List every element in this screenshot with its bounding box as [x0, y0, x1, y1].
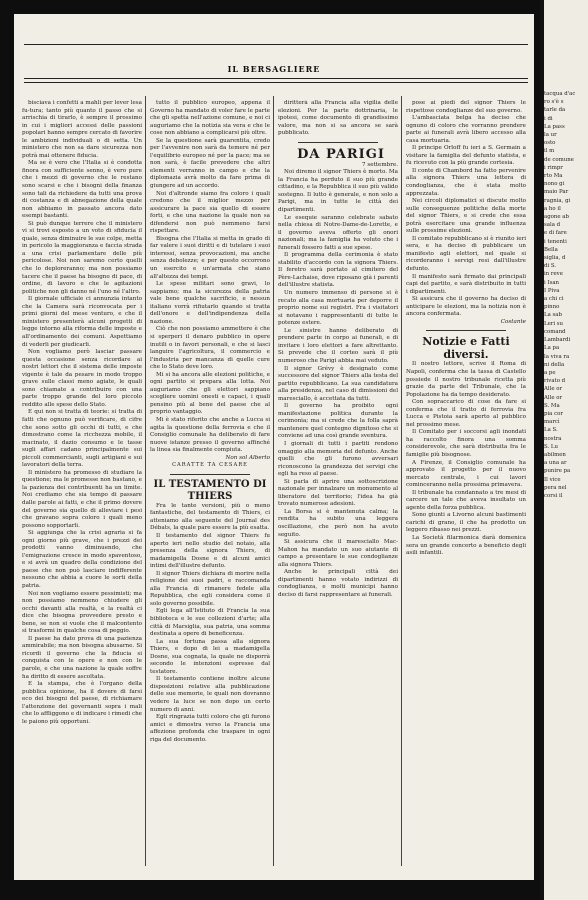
- article-paragraph: La sua fortuna passa alla signora Thiers, e dopo di lei a madamigella Dosne, sua cognata, la quale ne disporrà secondo le intenzioni espresse dal testatore.: [150, 638, 270, 675]
- strip-line: tarle da: [544, 107, 566, 114]
- article-paragraph: Si aggiunga che la crisi agraria si fa ogni giorno più grave, che i prezzi dei prodotti vanno diminuendo, che l'emigrazione cresce in modo spaventoso, e si avrà un quadro della condizione del paese che non può lasciare indifferente nessuno che abbia a cuore le sorti della patria.: [22, 530, 142, 589]
- strip-line: ni della: [544, 361, 565, 368]
- strip-line: maio Par: [544, 189, 569, 196]
- strip-line: a pe: [544, 369, 556, 376]
- column-1: [22, 100, 142, 868]
- article-paragraph: Il signor Thiers dichiara di morire nella religione dei suoi padri, e raccomanda alla Francia di rimanere fedele alla Repubblica, che egli considera come il solo governo possibile.: [150, 570, 270, 607]
- strip-line: La sab: [544, 312, 562, 319]
- newspaper-page: [14, 14, 534, 880]
- column-3: [278, 100, 398, 868]
- section-heading: Notizie e Fatti diversi.: [422, 335, 510, 362]
- strip-line: comand: [544, 328, 566, 335]
- strip-line: Alle or: [544, 394, 563, 401]
- article-paragraph: Si può dunque terrere che il ministero vi si trovi esposto a un voto di sfiducia il quale, senza diminuire le sue colpe, metta in pericolo la maggioranza e faccia strada a una crisi parlamentare delle più pericolose. Noi non saremo certo quelli che lo deploreranno; ma non possiamo tacere che il paese ha bisogno di pace, di ordine, di lavoro e che le agitazioni politiche non gli danno né l'uno né l'altro.: [22, 220, 142, 295]
- article-byline: CARATTE TA CESARE: [172, 462, 248, 469]
- strip-line: di S.: [544, 263, 557, 270]
- article-paragraph: Un numero immenso di persone si è recato alla casa mortuaria per deporre il proprio nome sui registri. Fra i visitatori si notavano i rappresentanti di tutte le potenze estere.: [278, 290, 398, 327]
- strip-line: pinno: [544, 304, 560, 311]
- strip-line: marcì: [544, 419, 560, 426]
- strip-line: de comune: [544, 156, 574, 163]
- strip-line: rto Ma: [544, 173, 563, 180]
- article-paragraph: Si parla di aprire una sottoscrizione nazionale per innalzare un monumento al liberatore del territorio; l'idea ha già trovato numerose adesioni.: [278, 478, 398, 508]
- top-rule: [24, 44, 528, 45]
- section-heading: IL TESTAMENTO DI THIERS: [153, 478, 267, 502]
- strip-line: Alle or: [544, 386, 563, 393]
- header-rule: [24, 78, 528, 79]
- section-divider: [426, 330, 506, 331]
- article-paragraph: E la stampa, che è l'organo della pubblica opinione, ha il dovere di farsi eco dei bisogni del paese, di richiamare l'attenzione dei governanti sopra i mali che lo affliggono e di indicare i rimedi che le paiono più opportuni.: [22, 681, 142, 725]
- section-divider: [170, 474, 250, 475]
- article-paragraph: Non vogliamo però lasciar passare questa occasione senza ricordare ai nostri lettori che il sistema delle imposte vigente è tale da pesare in modo troppo grave sulle classi meno agiate, le quali sono chiamate a contribuire con una parte troppo grande del loro piccolo reddito alle spese dello Stato.: [22, 349, 142, 408]
- column-separator: [401, 96, 402, 866]
- article-paragraph: Mi è stato riferito che anche a Lucca si agita la questione della ferrovia e che il Consiglio comunale ha deliberato di fare nuove istanze presso il governo affinché la linea sia finalmente compiuta.: [150, 416, 270, 454]
- article-paragraph: E qui non si tratta di teorie: si tratta di fatti che ognuno può verificare, di cifre che sono sotto gli occhi di tutti, e che dimostrano come la ricchezza mobile, il macinato, il dazio consumo e le tasse sugli affari cadano principalmente sui piccoli commercianti, sugli artigiani e sui lavoratori della terra.: [22, 409, 142, 469]
- strip-line: osto: [544, 140, 556, 147]
- article-paragraph: Il principe Orloff fu ieri a S. Germain a visitare la famiglia del defunto statista, e fu ricevuto con la più grande cortesia.: [406, 145, 526, 167]
- article-paragraph: Il testamento contiene inoltre alcune disposizioni relative alla pubblicazione delle sue memorie, le quali non dovranno vedere la luce se non dopo un certo numero di anni.: [150, 676, 270, 713]
- article-paragraph: Egli lega all'Istituto di Francia la sua biblioteca e le sue collezioni d'arte; alla città di Marsiglia, sua patria, una somma destinata a opere di beneficenza.: [150, 608, 270, 638]
- strip-line: a ho il: [544, 205, 561, 212]
- strip-line: La pa: [544, 345, 560, 352]
- header-rule-double: [24, 82, 528, 83]
- strip-line: ragnia, gi: [544, 197, 571, 204]
- strip-line: il m: [544, 148, 555, 155]
- strip-line: la viva ra: [544, 353, 570, 360]
- strip-line: agone ab: [544, 214, 569, 221]
- article-paragraph: Si assicura che il governo ha deciso di anticipare le elezioni, ma la notizia non è ancora confermata.: [406, 296, 526, 318]
- article-paragraph: pose ai piedi del signor Thiers le rispettose condoglianze del suo governo.: [406, 100, 526, 114]
- article-paragraph: Il nostro lettore, scrive il Roma di Napoli, conferma che la tassa di Castello possiede il nostro tribunale ricetta più grazie da parte del Tribunale, che la Popolazione ha da tempo desiderato.: [406, 361, 526, 398]
- dateline: 7 settembre.: [362, 161, 398, 168]
- strip-line: i rimpr: [544, 164, 563, 171]
- strip-line: nono gi: [544, 181, 565, 188]
- article-paragraph: Mi si ha ancora alle elezioni politiche, e ogni partito si prepara alla lotta. Noi auguriamo che gli elettori sappiano scegliere uomini onesti e capaci, i quali pensino più al bene del paese che al proprio vantaggio.: [150, 371, 270, 416]
- article-paragraph: Ciò che non possiamo ammettere è che si sperperi il denaro pubblico in opere inutili o in favori personali, e che si lasci languire l'agricoltura, il commercio e l'industria per mancanza di quelle cure che lo Stato deve loro.: [150, 326, 270, 371]
- article-paragraph: Noi non vogliamo essere pessimisti; ma non possiamo nemmeno chiudere gli occhi davanti alla realtà, e la realtà ci dice che bisogna provvedere presto e bene, se non si vuole che il malcontento si trasformi in qualche cosa di peggio.: [22, 590, 142, 635]
- strip-line: La pass: [544, 123, 565, 130]
- article-paragraph: Con sopraccarico di cose da fare si conferma che il tratto di ferrovia fra Lucca e Pistoia sarà aperto al pubblico nel prossimo mese.: [406, 399, 526, 428]
- article-paragraph: L'ambasciata belga ha deciso che ognuno di coloro che vorranno prendere parte ai funerali avrà libero accesso alla casa mortuaria.: [406, 115, 526, 144]
- article-paragraph: tutto il pubblico europeo, appena il Governo ha mandato di voler fare le parte che gli spetta nell'azione comune, e noi ci auguriamo che la notizia sia vera e che le cose non abbiano a complicarsi più oltre.: [150, 100, 270, 137]
- strip-line: punire pa: [544, 468, 571, 475]
- article-paragraph: Ma se è vero che l'Italia si è condotta finora con sufficiente senno, è vero pure che i mezzi di governo che le restano sono scarsi e che i bisogni della finanza sono tali da richiedere da tutti una prova di costanza e di abnegazione della quale non abbiamo in passato ancora dato esempi bastanti.: [22, 160, 142, 220]
- strip-line: ro s'è s: [544, 99, 564, 106]
- strip-line: pera nel: [544, 484, 567, 491]
- article-paragraph: Il conte di Chambord ha fatto pervenire alla signora Thiers una lettera di condoglianza, che è stata molto apprezzata.: [406, 167, 526, 197]
- strip-line: sala d: [544, 222, 561, 229]
- article-paragraph: Le esequie saranno celebrate sabato nella chiesa di Notre-Dame-de-Lorette, e il governo aveva offerto gli onori nazionali; ma la famiglia ha voluto che i funerali fossero fatti a sue spese.: [278, 214, 398, 251]
- article-paragraph: Sono giunti a Livorno alcuni bastimenti carichi di grano, il che ha prodotto un leggero ribasso nei prezzi.: [406, 512, 526, 534]
- strip-line: i tenenti: [544, 238, 567, 245]
- strip-line: Il vice: [544, 476, 561, 483]
- article-paragraph: Le spese militari sono gravi, lo sappiamo; ma la sicurezza della patria vale bene qualche sacrificio, e nessun italiano vorrà rifiutarlo quando si tratta dell'onore e dell'indipendenza della nazione.: [150, 281, 270, 325]
- article-paragraph: La Società filarmonica darà domenica sera un grande concerto a beneficio degli asili infantili.: [406, 534, 526, 557]
- article-signoff: Non sol Alberto: [225, 454, 270, 461]
- adjacent-page-text: [544, 90, 588, 500]
- strip-line: siglia, d: [544, 255, 566, 262]
- article-paragraph: Il testamento del signor Thiers fu aperto ieri nello studio del notaio, alla presenza della signora Thiers, di madamigella Dosne e di alcuni amici intimi dell'illustre defunto.: [150, 532, 270, 570]
- article-paragraph: Il giornale ufficiale ci annunzia intanto che la Camera sarà riconvocata per i primi giorni del mese venturo, e che il ministero presenterà alcuni progetti di legge intorno alla riforma delle imposte e all'ordinamento dei comuni. Aspettiamo di vederli per giudicarli.: [22, 296, 142, 348]
- article-paragraph: I giornali di tutti i partiti rendono omaggio alla memoria del defunto. Anche quelli che gli furono avversari riconoscono la grandezza dei servigi che egli ha reso al paese.: [278, 440, 398, 478]
- article-signoff: Costante: [500, 318, 526, 325]
- article-paragraph: La Borsa si è mantenuta calma; la rendita ha subito una leggera oscillazione, che però non ha avuto seguito.: [278, 508, 398, 538]
- strip-line: rivato d: [544, 378, 566, 385]
- strip-line: nostra: [544, 435, 562, 442]
- strip-line: pia cor: [544, 410, 563, 417]
- article-paragraph: Noi d'altronde siamo fra coloro i quali credono che il miglior mezzo per assicurare la pace sia quello di essere forti, e che una nazione la quale non sa difendersi non può nemmeno farsi rispettare.: [150, 190, 270, 235]
- running-title: IL BERSAGLIERE: [227, 64, 321, 74]
- column-2: [150, 100, 270, 868]
- strip-line: Bella: [544, 246, 558, 253]
- strip-line: a chi ci: [544, 296, 564, 303]
- strip-line: i Isan: [544, 279, 560, 286]
- article-paragraph: Se la questione sarà guarentita, credo per l'avvenire non sarà da temere né per l'equilibrio europeo né per la pace; ma se non sarà, è facile prevedere che altri elementi verranno in campo e che la diplomazia avrà molto da fare prima di giungere ad un accordo.: [150, 137, 270, 190]
- article-paragraph: Il programma della cerimonia è stato stabilito d'accordo con la signora Thiers. Il feretro sarà portato al cimitero del Père-Lachaise, dove riposano già i parenti dell'illustre statista.: [278, 252, 398, 289]
- strip-line: in reve: [544, 271, 563, 278]
- article-paragraph: diritterà alla Francia alla vigilia delle elezioni. Per la parte dottrinaria, le ipotesi, come documento di grandissimo valore, ma non si sa ancora se sarà pubblicato.: [278, 100, 398, 137]
- article-paragraph: A Firenze, il Consiglio comunale ha approvato il progetto per il nuovo mercato centrale, i cui lavori cominceranno nella prossima primavera.: [406, 459, 526, 489]
- article-paragraph: Il manifesto sarà firmato dai principali capi del partito, e sarà distribuito in tutti i dipartimenti.: [406, 273, 526, 295]
- article-paragraph: Fra le tante versioni, più o meno fantastiche, del testamento di Thiers, ci atteniamo alla seguente del Journal des Débats, la quale pare essere la più esatta.: [150, 502, 270, 532]
- strip-line: S. Ma: [544, 402, 560, 409]
- strip-line: Lambardi: [544, 337, 571, 344]
- column-separator: [273, 96, 274, 866]
- article-paragraph: Il paese ha dato prova di una pazienza ammirabile; ma non bisogna abusarne. Si ricordi il governo che la fiducia si conquista con le opere e non con le parole, e che una nazione la quale soffre ha diritto di essere ascoltata.: [22, 635, 142, 680]
- article-paragraph: bisciava i confetti a mahli per lever lesa fu-tura; tanto più quanto il passo che si arrischia di tirarlo, è sempre il prossimo in cui i migliori accessi delle passioni popolari hanno sempre cercato di favorire le ambizioni individuali o di setta. Un ministero che non sa dare sicurezza non potrà mai ottenere fiducia.: [22, 100, 142, 159]
- strip-line: i di: [544, 115, 553, 122]
- strip-line: corsi il: [544, 492, 563, 499]
- strip-line: la ur: [544, 132, 557, 139]
- article-paragraph: Il comitato repubblicano si è riunito ieri sera, e ha deciso di pubblicare un manifesto agli elettori, nel quale si ricorderanno i servigi resi dall'illustre defunto.: [406, 235, 526, 273]
- article-paragraph: Si assicura che il maresciallo Mac-Mahon ha mandato un suo aiutante di campo a presentare le sue condoglianze alla signora Thiers.: [278, 539, 398, 568]
- adjacent-page-strip: [540, 0, 588, 900]
- column-separator: [145, 96, 146, 866]
- strip-line: abilmen: [544, 451, 566, 458]
- article-paragraph: Il governo ha proibito ogni manifestazione politica durante la cerimonia; ma si crede che la folla saprà mantenere quel contegno dignitoso che si conviene ad una così grande sventura.: [278, 403, 398, 440]
- strip-line: Leri su: [544, 320, 564, 327]
- article-paragraph: Il signor Grévy è designato come successore del signor Thiers alla testa del partito repubblicano. La sua candidatura alla presidenza, nel caso di dimissioni del maresciallo, è accettata da tutti.: [278, 365, 398, 402]
- section-divider: [298, 142, 378, 143]
- article-paragraph: Le sinistre hanno deliberato di prendere parte in corpo ai funerali, e di invitare i loro elettori a fare altrettanto. Si prevede che il corteo sarà il più numeroso che Parigi abbia mai veduto.: [278, 327, 398, 364]
- strip-line: e di fare: [544, 230, 567, 237]
- strip-line: I Piva: [544, 287, 560, 294]
- article-paragraph: Egli ringrazia tutti coloro che gli furono amici e dimostra verso la Francia una affezione profonda che traspare in ogni riga del documento.: [150, 714, 270, 743]
- section-heading: DA PARIGI: [297, 146, 385, 162]
- article-paragraph: Bisogna che l'Italia si metta in grado di far valere i suoi diritti e di tutelare i suoi interessi, senza provocazioni, ma anche senza debolezze; e per questo occorrono un esercito e un'armata che siano all'altezza dei tempi.: [150, 235, 270, 280]
- article-paragraph: Anche le principali città dei dipartimenti hanno votato indirizzi di condoglianza, e molti municipi hanno deciso di farsi rappresentare ai funerali.: [278, 569, 398, 598]
- article-paragraph: Il tribunale ha condannato a tre mesi di carcere un tale che aveva insultato un agente della forza pubblica.: [406, 489, 526, 511]
- strip-line: La S.: [544, 427, 558, 434]
- article-paragraph: Il ministero ha promesso di studiare la questione; ma le promesse non bastano, e la pazienza dei contribuenti ha un limite. Noi crediamo che sia tempo di passare dalle parole ai fatti, e che il primo dovere del governo sia quello di alleviare i pesi che gravano sopra coloro i quali meno possono sopportarli.: [22, 469, 142, 529]
- article-paragraph: Noi diremo il signor Thiers è morto. Ma la Francia ha perduto il suo più grande cittadino, e la Repubblica il suo più valido sostegno. Il lutto è generale, e non solo a Parigi, ma in tutte le città dei dipartimenti.: [278, 169, 398, 214]
- strip-line: S. Lu: [544, 443, 558, 450]
- strip-line: tacqua d'ac: [544, 91, 576, 97]
- column-4: [406, 100, 526, 868]
- article-paragraph: Il Comitato per i soccorsi agli inondati ha raccolto finora una somma considerevole, che sarà distribuita fra le famiglie più bisognose.: [406, 429, 526, 458]
- strip-line: a una ar: [544, 460, 567, 467]
- article-paragraph: Nei circoli diplomatici si discute molto sulle conseguenze politiche della morte del signor Thiers, e si crede che essa potrà esercitare una grande influenza sulle prossime elezioni.: [406, 198, 526, 235]
